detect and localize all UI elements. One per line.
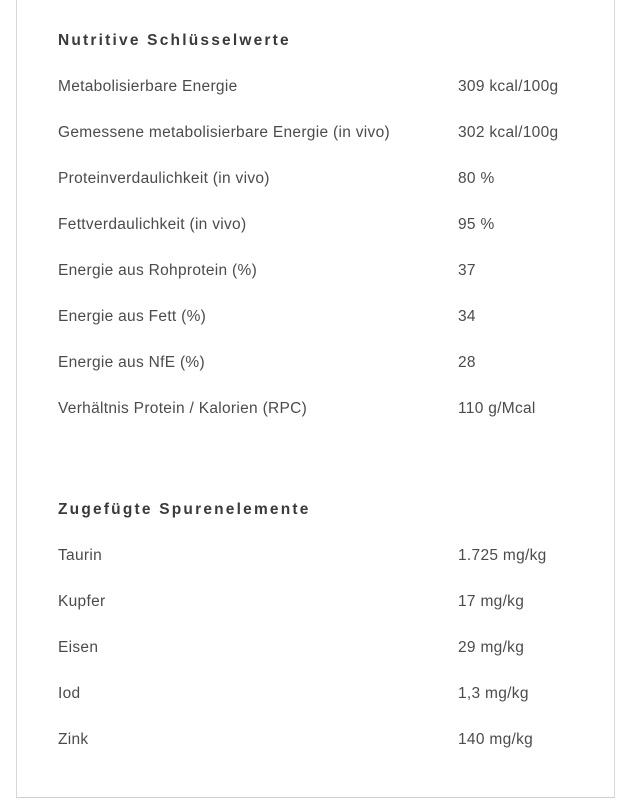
row-label: Kupfer xyxy=(58,593,106,610)
row-label: Proteinverdaulichkeit (in vivo) xyxy=(58,170,270,187)
row-value: 37 xyxy=(458,262,476,279)
table-row xyxy=(17,386,614,432)
row-label: Metabolisierbare Energie xyxy=(58,78,238,95)
row-label: Verhältnis Protein / Kalorien (RPC) xyxy=(58,400,308,417)
row-value: 110 g/Mcal xyxy=(458,400,536,417)
row-value: 1,3 mg/kg xyxy=(458,685,529,702)
row-value: 80 % xyxy=(458,170,495,187)
row-label: Fettverdaulichkeit (in vivo) xyxy=(58,216,247,233)
nutrition-values-panel xyxy=(16,0,615,798)
table-row xyxy=(17,294,614,340)
row-label: Zink xyxy=(58,731,89,748)
table-row xyxy=(17,340,614,386)
table-row xyxy=(17,64,614,110)
table-row xyxy=(17,671,614,717)
nutrition-section xyxy=(17,487,614,763)
table-row xyxy=(17,625,614,671)
section-heading: Nutritive Schlüsselwerte xyxy=(58,32,291,49)
table-row xyxy=(17,717,614,763)
row-value: 28 xyxy=(458,354,476,371)
row-value: 95 % xyxy=(458,216,495,233)
table-row xyxy=(17,156,614,202)
nutrition-section xyxy=(17,18,614,432)
row-label: Energie aus Rohprotein (%) xyxy=(58,262,258,279)
row-label: Taurin xyxy=(58,547,103,564)
row-label: Iod xyxy=(58,685,81,702)
row-label: Eisen xyxy=(58,639,99,656)
row-value: 140 mg/kg xyxy=(458,731,534,748)
row-value: 309 kcal/100g xyxy=(458,78,559,95)
row-value: 302 kcal/100g xyxy=(458,124,559,141)
table-row xyxy=(17,110,614,156)
row-label: Energie aus NfE (%) xyxy=(58,354,205,371)
row-value: 1.725 mg/kg xyxy=(458,547,547,564)
row-value: 29 mg/kg xyxy=(458,639,525,656)
row-label: Energie aus Fett (%) xyxy=(58,308,207,325)
table-row xyxy=(17,533,614,579)
row-label: Gemessene metabolisierbare Energie (in vivo) xyxy=(58,124,390,141)
table-row xyxy=(17,579,614,625)
row-value: 34 xyxy=(458,308,476,325)
table-row xyxy=(17,202,614,248)
row-value: 17 mg/kg xyxy=(458,593,525,610)
section-heading: Zugefügte Spurenelemente xyxy=(58,501,311,518)
table-row xyxy=(17,248,614,294)
